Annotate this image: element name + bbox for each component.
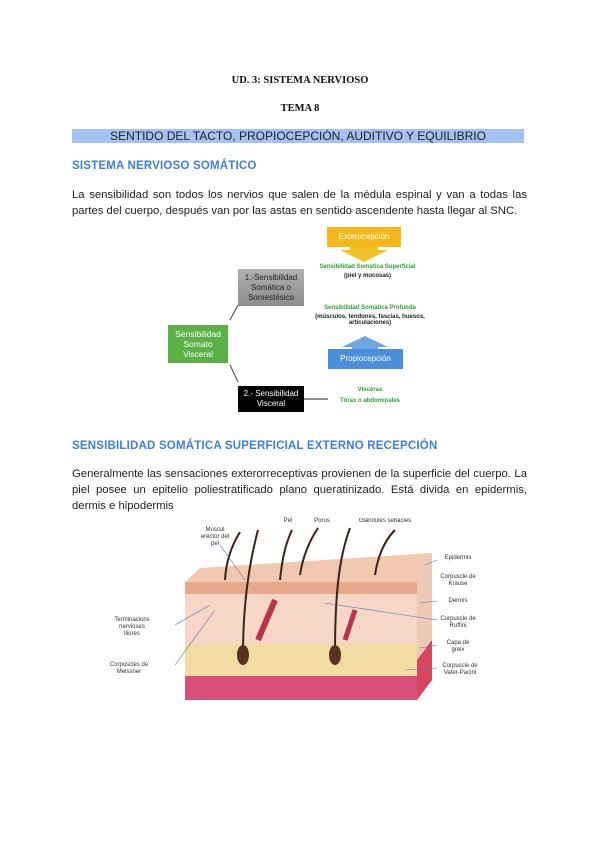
label-pore: Porus [314,518,330,524]
label-glands: Glàndules sebàcies [358,518,412,524]
section-heading: SENSIBILIDAD SOMÁTICA SUPERFICIAL EXTERNO RECEPCIÓN [72,440,438,452]
chapter-band: SENTIDO DEL TACTO, PROPIOCEPCIÓN, AUDITIVO Y EQUILIBRIO [72,129,524,143]
label-dermis: Dermis [448,598,468,604]
label-epidermis: Epidermis [444,555,472,561]
section-heading: SISTEMA NERVIOSO SOMÁTICO [72,160,257,172]
thorax-label: Tórax o abdominales [339,398,400,404]
label-meissner: Corpuscles de Meissner [109,662,149,675]
viscera-label: Vísceras [357,387,383,393]
label-ruffini: Corpuscle de Ruffini [440,616,476,629]
label-erector-muscle: Múscul erector del pel [200,527,230,547]
label-fat-layer: Capa de greix [446,640,470,653]
deep-label: Sensibilidad Somática Profunda [324,305,416,311]
topic-title: TEMA 8 [280,103,320,114]
somatic-box: 1.-Sensibilidad Somática o Somestésico [238,269,304,306]
proprioception-box: Propiocepción [328,349,403,369]
label-free-endings: Terminacions nervioses lliures [114,617,150,637]
deep-note: (músculos, tendones, fascias, huesos, articulaciones) [315,314,425,326]
label-pacini: Corpuscle de Vater-Pacini [442,663,478,676]
exteroception-box: Exterocepción [327,227,401,247]
label-krause: Corpuscle de Krause [440,574,476,587]
label-hair: Pel [283,518,293,524]
unit-title: UD. 3: SISTEMA NERVIOSO [231,75,369,86]
visceral-box: 2.- Sensibilidad Visceral [238,386,304,412]
superficial-label: Sensibilidad Somática Superficial [319,264,416,270]
paragraph: La sensibilidad son todos los nervios que salen de la médula espinal y van a todas las partes del cuerpo, después van por las astas en sentido ascendente hasta llegar al SNC. [72,189,527,217]
root-box: Sensibilidad Somato Visceral [168,325,228,363]
superficial-note: (piel y mucosas) [343,273,391,279]
paragraph: Generalmente las sensaciones exterorreceptivas provienen de la superficie del cuerpo. La piel posee un epitelio poliestratificado plano queratinizado. Está divida en epidermis, dermis e hipodermis [72,468,527,512]
